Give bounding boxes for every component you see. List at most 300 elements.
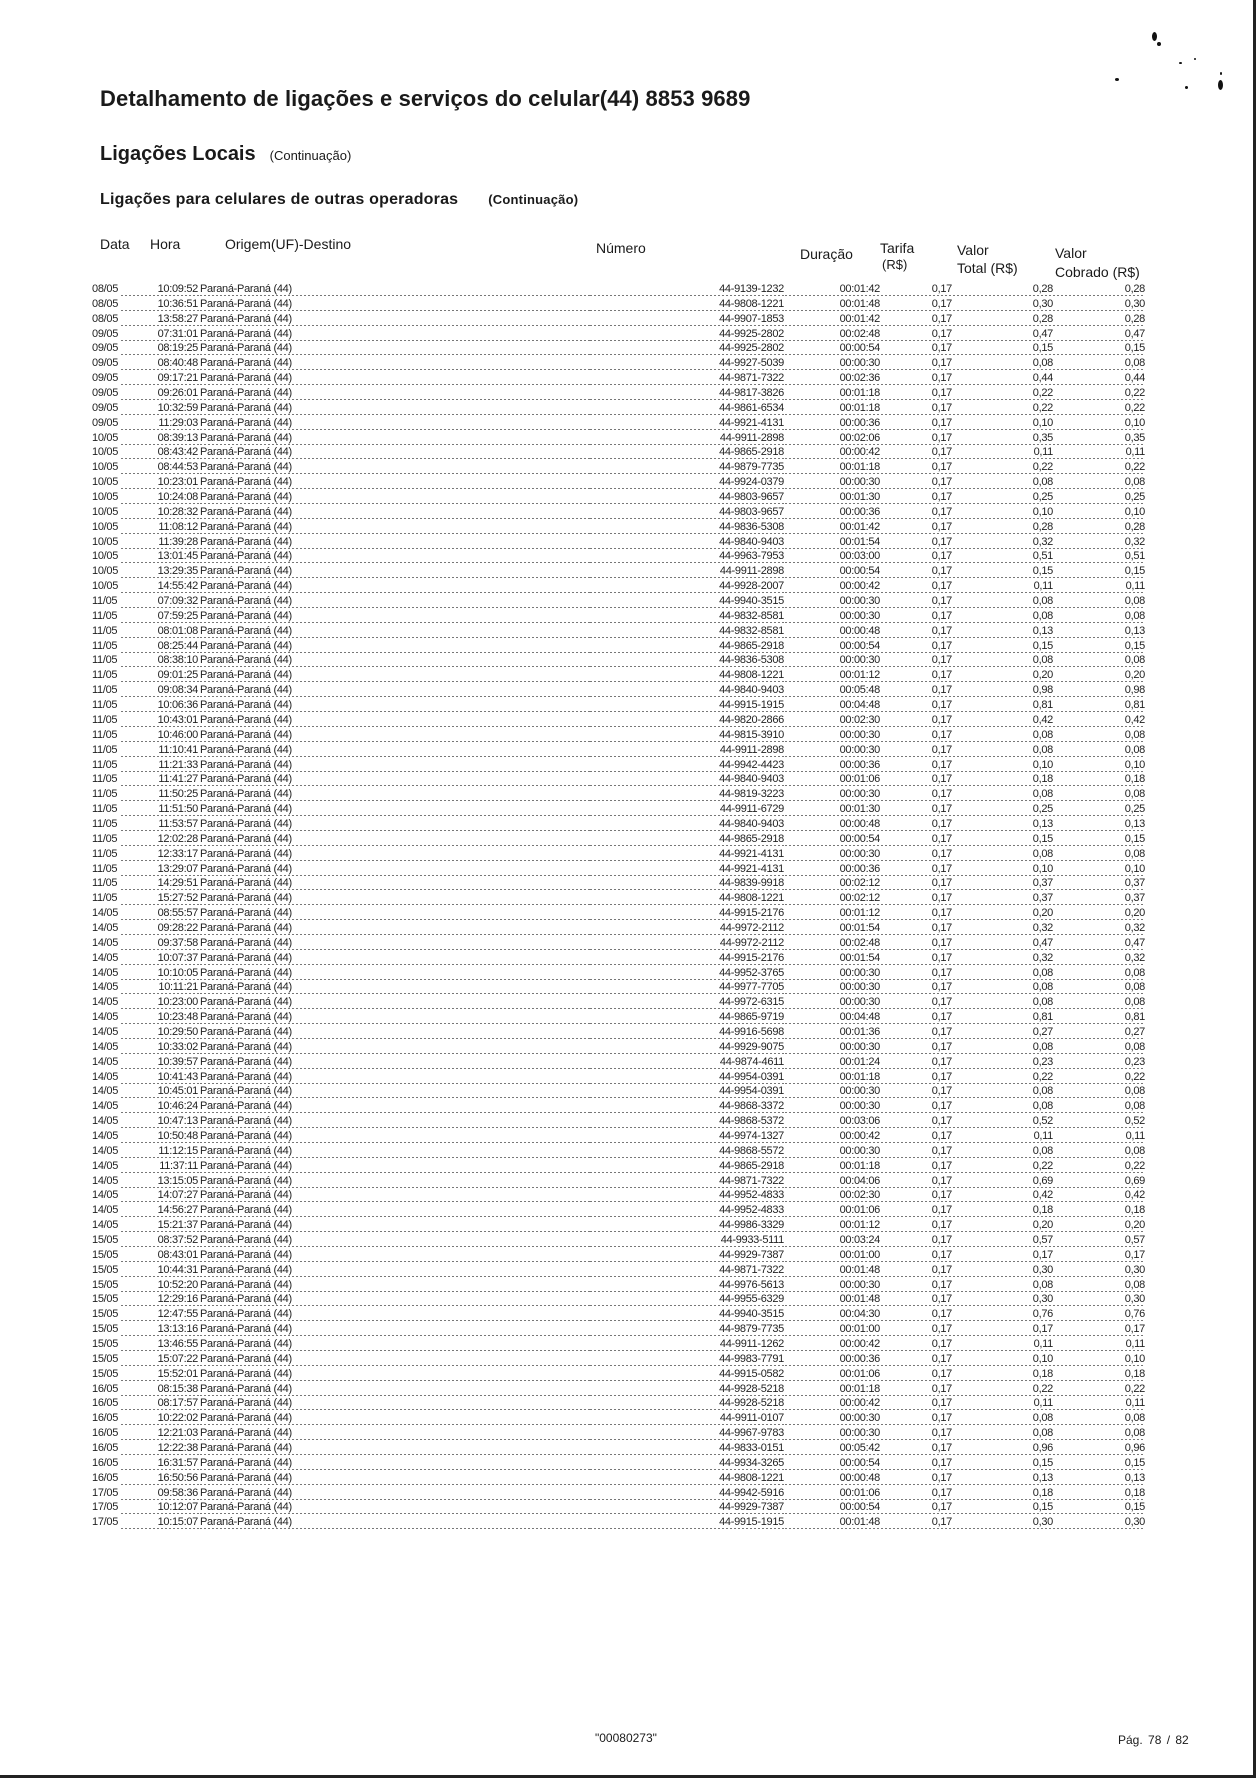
call-date (92, 922, 120, 935)
call-number-text: 44-9952-4833 (719, 1204, 784, 1217)
call-time-text: 10:47:13 (157, 1115, 198, 1128)
call-date-text: 11/05 (92, 877, 118, 890)
call-time-text: 13:13:16 (157, 1323, 198, 1336)
call-duration (785, 1427, 881, 1440)
call-date (92, 580, 120, 593)
call-charged (1053, 1130, 1145, 1143)
call-total-text: 0,22 (1032, 387, 1053, 400)
call-total (953, 922, 1053, 935)
call-rate (881, 1412, 953, 1425)
call-rate-text: 0,17 (931, 1204, 952, 1217)
call-number (590, 521, 785, 534)
call-date-text: 10/05 (92, 520, 119, 533)
call-date (92, 1293, 120, 1306)
call-rate-text: 0,17 (931, 699, 952, 712)
call-date (92, 432, 120, 445)
call-charged (1053, 1368, 1145, 1381)
call-time-text: 08:39:13 (157, 431, 198, 444)
call-date (92, 283, 120, 296)
call-total (953, 699, 1053, 712)
call-date-text: 15/05 (92, 1352, 119, 1365)
call-time-text: 16:31:57 (157, 1456, 198, 1469)
table-row (0, 1085, 1256, 1100)
call-date (92, 1011, 120, 1024)
call-rate-text: 0,17 (931, 654, 952, 667)
call-number (590, 967, 785, 980)
page-number: Pág. 78 / 82 (1118, 1733, 1189, 1747)
call-total-text: 0,76 (1032, 1308, 1053, 1321)
call-charged (1053, 1427, 1145, 1440)
call-date-text: 11/05 (92, 773, 118, 786)
call-rate (881, 803, 953, 816)
table-row (0, 1501, 1256, 1516)
call-total (953, 1219, 1053, 1232)
call-total-text: 0,08 (1032, 1100, 1053, 1113)
call-date-text: 09/05 (92, 357, 119, 370)
call-charged-text: 0,96 (1124, 1442, 1145, 1455)
call-time-text: 11:39:28 (158, 535, 198, 548)
call-time (121, 1338, 199, 1351)
call-charged-text: 0,32 (1124, 921, 1145, 934)
call-time (121, 550, 199, 563)
call-time-text: 09:58:36 (157, 1486, 198, 1499)
call-number-text: 44-9840-9403 (719, 817, 784, 830)
call-date-text: 15/05 (92, 1278, 119, 1291)
call-duration-text: 00:00:30 (839, 743, 880, 756)
call-time-text: 10:23:48 (157, 1011, 198, 1024)
call-total (953, 1472, 1053, 1485)
call-duration (785, 833, 881, 846)
call-time-text: 11:29:03 (158, 416, 198, 429)
call-duration (785, 1160, 881, 1173)
call-number-text: 44-9911-6729 (719, 803, 784, 816)
call-origin (200, 625, 590, 638)
table-row (0, 1234, 1256, 1249)
call-charged (1053, 1264, 1145, 1277)
call-duration-text: 00:03:00 (839, 550, 880, 563)
call-number-text: 44-9915-1915 (719, 1516, 784, 1529)
call-date (92, 759, 120, 772)
call-origin-text: Paraná-Paraná (44) (200, 773, 292, 786)
call-origin (200, 848, 590, 861)
call-date (92, 714, 120, 727)
call-date-text: 10/05 (92, 446, 119, 459)
table-row (0, 476, 1256, 491)
call-date-text: 10/05 (92, 535, 119, 548)
call-charged-text: 0,52 (1124, 1115, 1145, 1128)
call-time-text: 11:21:33 (158, 758, 198, 771)
call-duration-text: 00:00:30 (839, 966, 880, 979)
call-total-text: 0,08 (1032, 966, 1053, 979)
call-date (92, 1160, 120, 1173)
call-rate-text: 0,17 (931, 1055, 952, 1068)
call-number (590, 759, 785, 772)
call-duration (785, 699, 881, 712)
call-date-text: 08/05 (92, 297, 119, 310)
call-charged (1053, 283, 1145, 296)
call-time-text: 07:59:25 (157, 609, 198, 622)
call-origin-text: Paraná-Paraná (44) (200, 669, 292, 682)
call-charged (1053, 1457, 1145, 1470)
call-charged (1053, 506, 1145, 519)
call-duration-text: 00:01:54 (839, 921, 880, 934)
call-date (92, 833, 120, 846)
call-total-text: 0,15 (1032, 1456, 1053, 1469)
call-charged-text: 0,47 (1124, 936, 1145, 949)
call-charged (1053, 1323, 1145, 1336)
call-origin-text: Paraná-Paraná (44) (200, 283, 292, 295)
call-date (92, 1338, 120, 1351)
call-time (121, 580, 199, 593)
call-origin-text: Paraná-Paraná (44) (200, 951, 292, 964)
call-time-text: 08:17:57 (157, 1397, 198, 1410)
call-total-text: 0,47 (1032, 936, 1053, 949)
call-charged (1053, 922, 1145, 935)
call-origin-text: Paraná-Paraná (44) (200, 1367, 292, 1380)
call-charged-text: 0,08 (1124, 476, 1145, 489)
call-origin-text: Paraná-Paraná (44) (200, 1486, 292, 1499)
call-duration-text: 00:00:30 (839, 728, 880, 741)
call-date (92, 996, 120, 1009)
call-charged (1053, 952, 1145, 965)
header-valor-cobrado-1: Valor (1055, 245, 1087, 261)
table-row (0, 432, 1256, 447)
call-number (590, 1308, 785, 1321)
call-charged (1053, 1011, 1145, 1024)
header-valor-cobrado-2: Cobrado (R$) (1055, 264, 1140, 280)
call-time-text: 08:43:42 (157, 446, 198, 459)
call-charged-text: 0,51 (1124, 550, 1145, 563)
table-row (0, 536, 1256, 551)
call-time (121, 729, 199, 742)
call-time (121, 1041, 199, 1054)
call-origin-text: Paraná-Paraná (44) (200, 1115, 292, 1128)
call-origin-text: Paraná-Paraná (44) (200, 1293, 292, 1306)
call-rate (881, 744, 953, 757)
call-duration-text: 00:01:06 (839, 1367, 880, 1380)
call-origin (200, 1487, 590, 1500)
call-charged-text: 0,08 (1124, 728, 1145, 741)
call-time (121, 1264, 199, 1277)
call-time (121, 372, 199, 385)
table-row (0, 372, 1256, 387)
call-number-text: 44-9907-1853 (719, 312, 784, 325)
call-number (590, 565, 785, 578)
call-time (121, 759, 199, 772)
call-total (953, 313, 1053, 326)
call-charged-text: 0,08 (1124, 1278, 1145, 1291)
call-duration-text: 00:05:42 (839, 1442, 880, 1455)
call-origin (200, 714, 590, 727)
call-rate-text: 0,17 (931, 743, 952, 756)
call-number-text: 44-9976-5613 (719, 1278, 784, 1291)
call-charged-text: 0,11 (1125, 580, 1145, 593)
call-charged-text: 0,08 (1124, 1144, 1145, 1157)
call-duration-text: 00:01:18 (839, 401, 880, 414)
call-charged-text: 0,10 (1124, 505, 1145, 518)
call-total (953, 491, 1053, 504)
call-total-text: 0,20 (1032, 669, 1053, 682)
call-total-text: 0,27 (1032, 1025, 1053, 1038)
call-rate-text: 0,17 (931, 1456, 952, 1469)
call-date (92, 610, 120, 623)
call-time-text: 10:24:08 (157, 491, 198, 504)
call-charged (1053, 1501, 1145, 1514)
call-date (92, 1397, 120, 1410)
call-origin-text: Paraná-Paraná (44) (200, 565, 292, 578)
call-rate (881, 1160, 953, 1173)
call-origin-text: Paraná-Paraná (44) (200, 1412, 292, 1425)
call-total-text: 0,13 (1032, 817, 1053, 830)
call-number (590, 1487, 785, 1500)
call-total-text: 0,08 (1032, 728, 1053, 741)
header-valor-total-2: Total (R$) (957, 260, 1018, 276)
call-origin-text: Paraná-Paraná (44) (200, 713, 292, 726)
call-origin-text: Paraná-Paraná (44) (200, 936, 292, 949)
call-number-text: 44-9808-1221 (719, 1471, 784, 1484)
call-charged (1053, 446, 1145, 459)
call-number (590, 432, 785, 445)
call-number-text: 44-9924-0379 (719, 476, 784, 489)
call-duration-text: 00:01:00 (839, 1323, 880, 1336)
subsection-title (100, 191, 578, 209)
call-rate-text: 0,17 (931, 1263, 952, 1276)
call-date-text: 16/05 (92, 1456, 119, 1469)
call-date (92, 1026, 120, 1039)
call-number (590, 1100, 785, 1113)
call-duration (785, 773, 881, 786)
call-number-text: 44-9972-2112 (719, 921, 784, 934)
call-rate (881, 565, 953, 578)
call-origin-text: Paraná-Paraná (44) (200, 580, 292, 593)
call-rate-text: 0,17 (931, 1085, 952, 1098)
call-date (92, 1100, 120, 1113)
call-date (92, 387, 120, 400)
call-number-text: 44-9921-4131 (719, 416, 784, 429)
call-time-text: 10:09:52 (157, 283, 198, 295)
call-duration (785, 402, 881, 415)
call-number-text: 44-9803-9657 (719, 491, 784, 504)
call-duration (785, 996, 881, 1009)
call-time (121, 446, 199, 459)
call-number-text: 44-9954-0391 (719, 1085, 784, 1098)
call-rate (881, 892, 953, 905)
call-origin-text: Paraná-Paraná (44) (200, 803, 292, 816)
call-total (953, 1071, 1053, 1084)
call-total (953, 981, 1053, 994)
call-charged (1053, 699, 1145, 712)
call-time-text: 12:33:17 (157, 847, 198, 860)
call-duration-text: 00:01:48 (839, 297, 880, 310)
call-charged-text: 0,30 (1124, 1516, 1145, 1529)
call-total (953, 1249, 1053, 1262)
call-duration-text: 00:03:24 (839, 1234, 880, 1246)
call-origin-text: Paraná-Paraná (44) (200, 817, 292, 830)
call-charged (1053, 595, 1145, 608)
call-charged (1053, 729, 1145, 742)
call-duration (785, 342, 881, 355)
call-number (590, 1264, 785, 1277)
call-origin (200, 892, 590, 905)
call-duration-text: 00:00:30 (839, 1085, 880, 1098)
call-total (953, 1457, 1053, 1470)
call-number (590, 1219, 785, 1232)
call-time (121, 1323, 199, 1336)
call-date-text: 08/05 (92, 283, 119, 295)
call-rate (881, 1501, 953, 1514)
call-charged (1053, 1056, 1145, 1069)
call-charged (1053, 714, 1145, 727)
call-number-text: 44-9139-1232 (719, 283, 784, 295)
call-time (121, 833, 199, 846)
call-charged (1053, 610, 1145, 623)
table-row (0, 1412, 1256, 1427)
call-date (92, 1501, 120, 1514)
call-charged-text: 0,18 (1124, 1486, 1145, 1499)
table-row (0, 1219, 1256, 1234)
call-charged (1053, 996, 1145, 1009)
call-total (953, 1056, 1053, 1069)
call-number (590, 744, 785, 757)
call-number (590, 1189, 785, 1202)
call-number (590, 952, 785, 965)
call-rate (881, 922, 953, 935)
call-date-text: 11/05 (92, 728, 118, 741)
call-rate (881, 1353, 953, 1366)
call-date (92, 357, 120, 370)
call-charged (1053, 759, 1145, 772)
call-total-text: 0,32 (1032, 921, 1053, 934)
call-total (953, 803, 1053, 816)
call-total (953, 640, 1053, 653)
call-date-text: 14/05 (92, 996, 119, 1009)
call-duration (785, 1383, 881, 1396)
call-origin-text: Paraná-Paraná (44) (200, 1263, 292, 1276)
call-charged-text: 0,10 (1124, 416, 1145, 429)
call-rate (881, 1249, 953, 1262)
call-rate (881, 729, 953, 742)
call-total (953, 1442, 1053, 1455)
call-duration (785, 595, 881, 608)
call-origin (200, 506, 590, 519)
call-date (92, 699, 120, 712)
call-time-text: 08:43:01 (157, 1248, 198, 1261)
call-number-text: 44-9836-5308 (719, 654, 784, 667)
call-duration-text: 00:00:30 (839, 788, 880, 801)
call-total (953, 417, 1053, 430)
call-origin-text: Paraná-Paraná (44) (200, 1025, 292, 1038)
call-origin (200, 1219, 590, 1232)
call-charged-text: 0,08 (1124, 847, 1145, 860)
call-origin-text: Paraná-Paraná (44) (200, 1442, 292, 1455)
call-number (590, 1160, 785, 1173)
call-number-text: 44-9803-9657 (719, 505, 784, 518)
call-total-text: 0,13 (1032, 1471, 1053, 1484)
call-date-text: 11/05 (92, 609, 118, 622)
call-rate-text: 0,17 (931, 357, 952, 370)
call-duration (785, 550, 881, 563)
call-charged-text: 0,27 (1124, 1025, 1145, 1038)
call-number-text: 44-9817-3826 (719, 387, 784, 400)
call-rate-text: 0,17 (931, 817, 952, 830)
call-time (121, 565, 199, 578)
section-title (100, 143, 351, 166)
call-origin (200, 684, 590, 697)
call-date-text: 09/05 (92, 387, 119, 400)
call-duration-text: 00:00:54 (839, 639, 880, 652)
call-time (121, 342, 199, 355)
call-total (953, 387, 1053, 400)
call-total (953, 1323, 1053, 1336)
call-date-text: 17/05 (92, 1501, 119, 1514)
call-total (953, 1041, 1053, 1054)
call-origin (200, 372, 590, 385)
call-origin (200, 1397, 590, 1410)
call-time (121, 1085, 199, 1098)
call-duration-text: 00:00:48 (839, 624, 880, 637)
section-continuation: (Continuação) (269, 148, 352, 163)
table-row (0, 773, 1256, 788)
call-origin-text: Paraná-Paraná (44) (200, 788, 292, 801)
call-charged (1053, 565, 1145, 578)
call-number (590, 848, 785, 861)
call-rate (881, 298, 953, 311)
call-number-text: 44-9940-3515 (719, 595, 784, 608)
call-charged-text: 0,22 (1124, 401, 1145, 414)
call-date (92, 1264, 120, 1277)
call-origin (200, 1160, 590, 1173)
call-duration (785, 298, 881, 311)
call-charged (1053, 580, 1145, 593)
call-origin (200, 1501, 590, 1514)
call-date (92, 907, 120, 920)
call-origin (200, 328, 590, 341)
call-total-text: 0,20 (1032, 907, 1053, 920)
call-duration (785, 313, 881, 326)
call-origin (200, 699, 590, 712)
call-date-text: 15/05 (92, 1234, 119, 1246)
call-number-text: 44-9911-2898 (719, 565, 784, 578)
call-time-text: 11:53:57 (158, 817, 198, 830)
call-origin (200, 1516, 590, 1529)
call-time (121, 1026, 199, 1039)
call-time (121, 773, 199, 786)
call-date-text: 11/05 (92, 803, 118, 816)
call-origin-text: Paraná-Paraná (44) (200, 1219, 292, 1232)
call-total-text: 0,08 (1032, 996, 1053, 1009)
call-origin (200, 937, 590, 950)
call-number-text: 44-9865-2918 (719, 639, 784, 652)
call-rate (881, 1204, 953, 1217)
call-duration (785, 580, 881, 593)
call-charged-text: 0,11 (1125, 1397, 1145, 1410)
call-origin (200, 1145, 590, 1158)
call-charged-text: 0,08 (1124, 788, 1145, 801)
call-origin (200, 610, 590, 623)
call-time-text: 10:52:20 (157, 1278, 198, 1291)
call-charged-text: 0,69 (1124, 1174, 1145, 1187)
call-origin-text: Paraná-Paraná (44) (200, 1234, 292, 1246)
call-time (121, 877, 199, 890)
call-number-text: 44-9928-5218 (719, 1397, 784, 1410)
call-number-text: 44-9929-9075 (719, 1040, 784, 1053)
call-duration (785, 759, 881, 772)
call-charged-text: 0,08 (1124, 357, 1145, 370)
call-charged-text: 0,57 (1124, 1234, 1145, 1246)
call-total (953, 1501, 1053, 1514)
call-date-text: 11/05 (92, 669, 118, 682)
call-number (590, 863, 785, 876)
